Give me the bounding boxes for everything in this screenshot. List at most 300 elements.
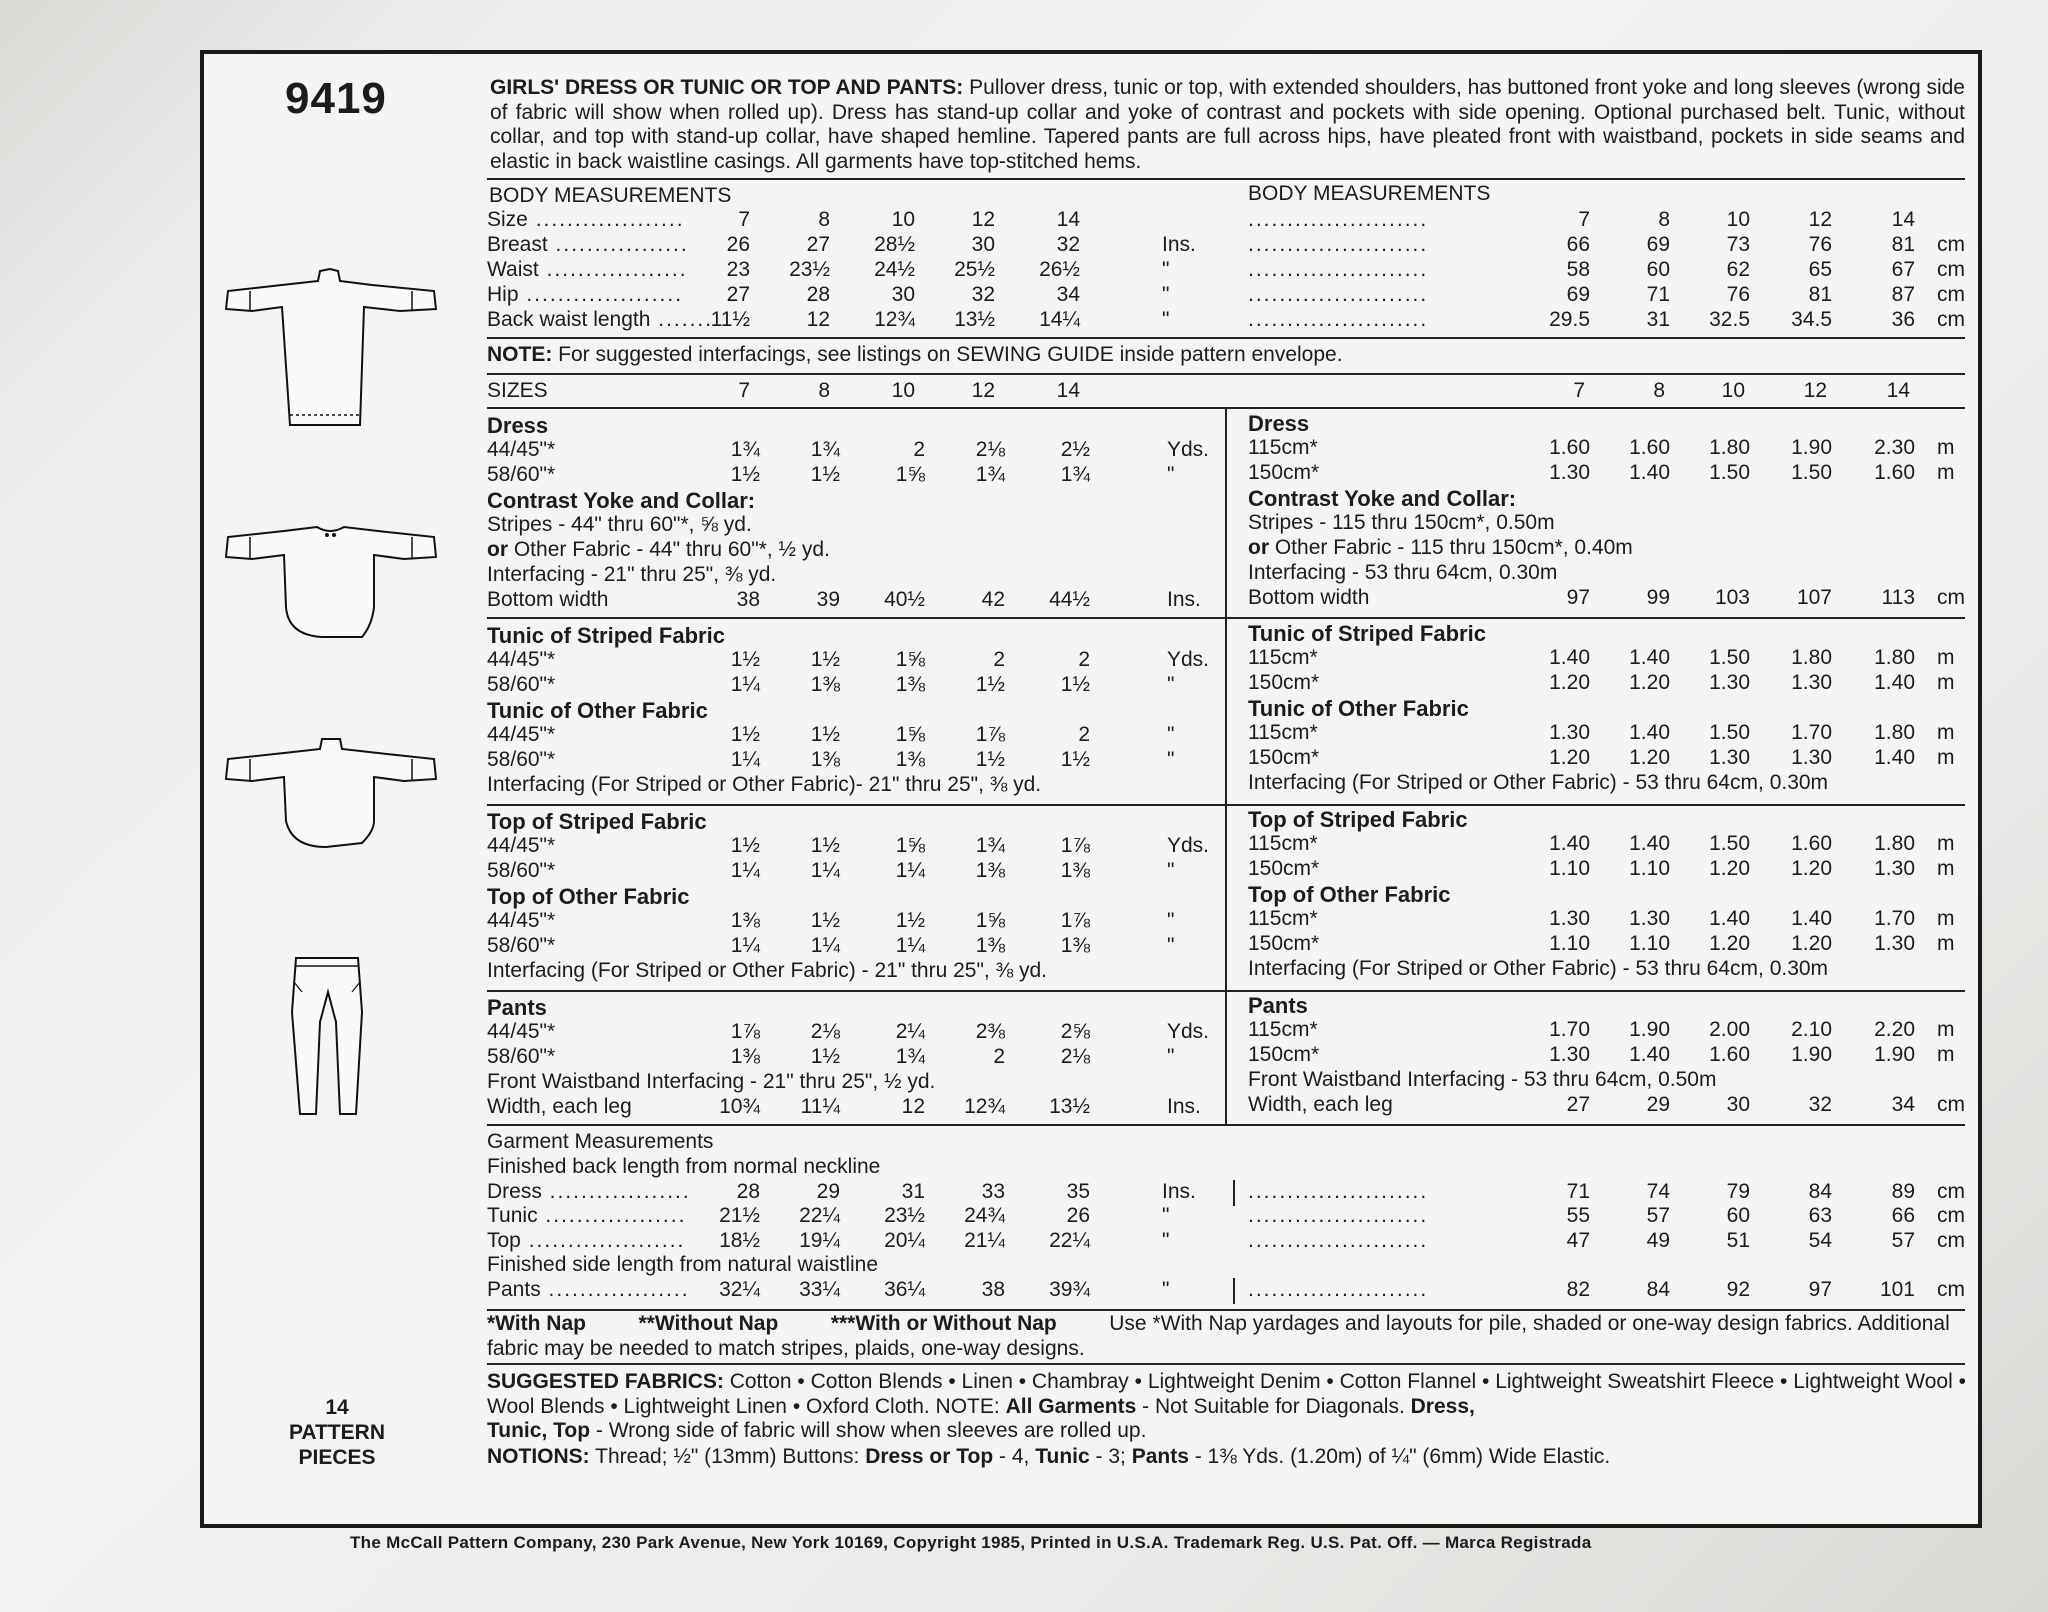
yardage-value-metric: 1.40 <box>1709 907 1750 930</box>
line-text: Width, each leg <box>1248 1093 1393 1116</box>
garment-value-cm: 51 <box>1726 1229 1750 1252</box>
measurement-value-in: 30 <box>891 283 915 306</box>
yardage-line-label-metric <box>1248 671 1319 695</box>
garment-value-in: 24¾ <box>964 1204 1005 1227</box>
measurement-value-cm: 29.5 <box>1549 308 1590 331</box>
yardage-value-metric: 1.30 <box>1549 1043 1590 1066</box>
yardage-value-metric: 1.30 <box>1791 746 1832 769</box>
leader-dots: ....................... <box>1248 1229 1429 1252</box>
yardage-value: 1⅞ <box>975 723 1005 746</box>
garment-value-cm: 47 <box>1566 1229 1590 1252</box>
garment-side-length-label: Finished side length from natural waistline <box>487 1253 879 1276</box>
yardage-value: 1½ <box>810 723 840 746</box>
yardage-value-unit: " <box>1167 909 1175 932</box>
size-header-metric: 12 <box>1803 379 1827 402</box>
yardage-value-metric: 1.10 <box>1549 857 1590 880</box>
yardage-value: 2½ <box>1060 438 1090 461</box>
line-text: 115cm* <box>1248 907 1318 930</box>
yardage-value-metric: 1.40 <box>1629 646 1670 669</box>
line-text: Interfacing (For Striped or Other Fabric)- 21" thru 25", ⅜ yd. <box>487 773 1042 796</box>
yardage-value: 2⅛ <box>810 1020 840 1043</box>
yardage-value-metric: 1.50 <box>1709 721 1750 744</box>
measurement-value-in: 23½ <box>789 258 830 281</box>
description-body: Pullover dress, tunic or top, with extended shoulders, has buttoned front yoke and long sleeves (wrong side of fabric will show when rolled up). Dress has stand-up collar and yoke of contrast and pockets with side opening. Optional purchased belt. Tunic, without collar, and top with stand-up collar, have shaped hemline. Tapered pants are full across hips, have pleated front with waistband, pockets in side seams and elastic in back waistline casings. All garments have top-stitched hems. <box>490 76 1965 173</box>
size-header: 14 <box>1056 379 1080 402</box>
nap-key: *With Nap **Without Nap ***With or Without Nap Use *With Nap yardages and layouts for pile, shaded or one-way design fabrics. Additional fabric may be needed to match stripes, plaids, one-way designs. <box>487 1312 1950 1360</box>
leader-dots: ....................... <box>1248 283 1429 306</box>
size-header-metric: 7 <box>1573 379 1585 402</box>
line-text: 58/60"* <box>487 673 556 696</box>
garment-value-cm: 101 <box>1879 1278 1915 1301</box>
yardage-value-metric: 1.30 <box>1709 746 1750 769</box>
dress-sketch <box>222 265 442 430</box>
yardage-value: 1⅝ <box>895 723 925 746</box>
yardage-value-metric: 1.20 <box>1791 857 1832 880</box>
yardage-value-metric: 1.40 <box>1874 671 1915 694</box>
line-text: 115cm* <box>1248 436 1318 459</box>
yardage-value: 1⅝ <box>975 909 1005 932</box>
garment-value-in-unit: " <box>1162 1278 1170 1301</box>
yardage-value-metric: 2.00 <box>1709 1018 1750 1041</box>
yardage-value: 2⅜ <box>975 1020 1005 1043</box>
garment-value-in: 18½ <box>719 1229 760 1252</box>
yardage-value-metric: 1.30 <box>1549 721 1590 744</box>
yardage-value-metric: 1.60 <box>1709 1043 1750 1066</box>
garment-heading-metric: Dress <box>1248 411 1310 436</box>
size-header: 12 <box>971 379 995 402</box>
measurement-value-in: 11½ <box>710 308 750 331</box>
line-text: 115cm* <box>1248 832 1318 855</box>
leader-dots: ....................... <box>1248 308 1429 331</box>
garment-name: Top <box>487 1229 521 1252</box>
yardage-line-label <box>487 934 555 958</box>
garment-value-cm: 84 <box>1646 1278 1670 1301</box>
yardage-line-label <box>487 1070 935 1094</box>
yardage-value: 1½ <box>730 648 760 671</box>
garment-value-cm: 60 <box>1726 1204 1750 1227</box>
leader-dots: ................... <box>527 208 685 231</box>
garment-value-in: 31 <box>901 1180 925 1203</box>
yardage-value-metric: 2.20 <box>1874 1018 1915 1041</box>
garment-heading-metric: Tunic of Striped Fabric <box>1248 621 1486 646</box>
measurement-value-cm-unit: cm <box>1937 258 1965 281</box>
yardage-value-metric: 34 <box>1891 1093 1915 1116</box>
measurement-value-in: 27 <box>726 283 750 306</box>
garment-heading: Top of Striped Fabric <box>487 809 707 834</box>
yardage-value-unit: " <box>1167 723 1175 746</box>
leader-dots: ....................... <box>1248 208 1429 231</box>
line-text: Interfacing (For Striped or Other Fabric) - 21" thru 25", ⅜ yd. <box>487 959 1047 982</box>
garment-value-in: 35 <box>1066 1180 1090 1203</box>
yardage-value: 1⅞ <box>730 1020 760 1043</box>
pattern-number: 9419 <box>285 74 387 123</box>
measurement-value-in: 34 <box>1056 283 1080 306</box>
yardage-line-label <box>487 438 555 462</box>
yardage-line-label-metric <box>1248 746 1319 770</box>
yardage-value: 2¼ <box>895 1020 925 1043</box>
yardage-value-metric: 1.80 <box>1709 436 1750 459</box>
yardage-value-metric-unit: m <box>1937 721 1955 744</box>
measurement-value-cm: 12 <box>1808 208 1832 231</box>
yardage-line-label-metric <box>1248 771 1828 795</box>
yardage-value-metric: 1.30 <box>1874 932 1915 955</box>
top-sketch <box>222 735 442 850</box>
yardage-value-metric: 1.90 <box>1874 1043 1915 1066</box>
yardage-value: 39 <box>816 588 840 611</box>
garment-value-cm: 57 <box>1891 1229 1915 1252</box>
line-text: Other Fabric - 44" thru 60"*, ½ yd. <box>513 538 830 561</box>
garment-value-cm: 89 <box>1891 1180 1915 1203</box>
line-text: Interfacing (For Striped or Other Fabric) - 53 thru 64cm, 0.30m <box>1248 771 1829 794</box>
measurement-label <box>487 233 689 257</box>
line-text: 115cm* <box>1248 1018 1318 1041</box>
line-text: 150cm* <box>1248 461 1320 484</box>
yardage-value: 38 <box>736 588 760 611</box>
line-text: Interfacing - 21" thru 25", ⅜ yd. <box>487 563 777 586</box>
line-text: 150cm* <box>1248 1043 1320 1066</box>
yardage-value: 1½ <box>810 909 840 932</box>
yardage-value-metric: 29 <box>1646 1093 1670 1116</box>
yardage-value-metric: 1.30 <box>1709 671 1750 694</box>
yardage-value: 1½ <box>1060 748 1090 771</box>
measurement-name: Waist <box>487 258 539 281</box>
yardage-value-unit: Yds. <box>1167 1020 1210 1043</box>
garment-value-in: 22¼ <box>1049 1229 1090 1252</box>
yardage-line-label-metric <box>1248 1018 1318 1042</box>
leader-dots: .................... <box>520 1229 686 1252</box>
garment-value-in: 39¾ <box>1049 1278 1090 1301</box>
leader-dots: .................... <box>518 283 684 306</box>
line-text: 44/45"* <box>487 648 556 671</box>
yardage-value: 12¾ <box>964 1095 1005 1118</box>
measurement-value-cm: 76 <box>1808 233 1832 256</box>
garment-value-in-unit: Ins. <box>1162 1180 1196 1203</box>
line-text: Front Waistband Interfacing - 53 thru 64cm, 0.50m <box>1248 1068 1717 1091</box>
yardage-line-label-metric <box>1248 561 1557 585</box>
yardage-value: 1⅜ <box>895 673 925 696</box>
line-text: 44/45"* <box>487 909 556 932</box>
line-text: Interfacing - 53 thru 64cm, 0.30m <box>1248 561 1558 584</box>
yardage-value: 2 <box>993 1045 1005 1068</box>
garment-heading: Tunic of Other Fabric <box>487 698 708 723</box>
garment-heading: Dress <box>487 413 549 438</box>
yardage-value: 2⅛ <box>975 438 1005 461</box>
yardage-value-metric: 1.90 <box>1791 1043 1832 1066</box>
measurement-value-in: 32 <box>971 283 995 306</box>
yardage-value-metric: 1.30 <box>1791 671 1832 694</box>
garment-value-cm: 74 <box>1646 1180 1670 1203</box>
yardage-value: 1½ <box>810 834 840 857</box>
garment-back-length-label: Finished back length from normal neckline <box>487 1155 881 1178</box>
leader-dots: .................. <box>541 1180 691 1203</box>
measurement-value-cm: 76 <box>1726 283 1750 306</box>
garment-value-cm-unit: cm <box>1937 1180 1965 1203</box>
leader-dots: ....................... <box>1248 258 1429 281</box>
yardage-value-unit: " <box>1167 934 1175 957</box>
measurement-value-cm: 65 <box>1808 258 1832 281</box>
publisher-footer: The McCall Pattern Company, 230 Park Avenue, New York 10169, Copyright 1985, Printed in U.S.A. Trademark Reg. U.S. Pat. Off. — Marca Registrada <box>350 1533 1592 1552</box>
yardage-value-metric: 1.20 <box>1709 857 1750 880</box>
tunic-sketch <box>222 515 442 640</box>
measurement-value-in: 12¾ <box>874 308 915 331</box>
yardage-line-label-metric <box>1248 721 1318 745</box>
line-text: 44/45"* <box>487 723 556 746</box>
yardage-value-metric: 1.60 <box>1874 461 1915 484</box>
suggested-fabrics: SUGGESTED FABRICS: Cotton • Cotton Blends • Linen • Chambray • Lightweight Denim • Cotton Flannel • Lightweight Sweatshirt Fleece • Lightweight Wool • Wool Blends • Lightweight Linen • Oxford Cloth. NOTE: All Garments - Not Suitable for Diagonals. Dress, Tunic, Top - Wrong side of fabric will show when sleeves are rolled up. <box>487 1370 1966 1442</box>
line-text: 58/60"* <box>487 463 556 486</box>
yardage-line-label <box>487 1095 632 1119</box>
garment-value-cm: 97 <box>1808 1278 1832 1301</box>
yardage-value-metric-unit: m <box>1937 857 1955 880</box>
yardage-value-metric: 1.10 <box>1549 932 1590 955</box>
description-title: GIRLS' DRESS OR TUNIC OR TOP AND PANTS: <box>490 76 964 99</box>
measurement-value-cm: 14 <box>1891 208 1915 231</box>
measurement-value-cm: 73 <box>1726 233 1750 256</box>
yardage-value-metric: 1.40 <box>1791 907 1832 930</box>
yardage-line-label-metric <box>1248 832 1318 856</box>
yardage-line-label <box>487 909 555 933</box>
yardage-value-metric: 1.80 <box>1874 721 1915 744</box>
garment-value-in: 21½ <box>719 1204 760 1227</box>
measurement-value-cm: 10 <box>1726 208 1750 231</box>
yardage-value-unit: " <box>1167 463 1175 486</box>
measurement-value-in: 27 <box>806 233 830 256</box>
yardage-value-metric: 1.30 <box>1549 907 1590 930</box>
yardage-line-label <box>487 588 608 612</box>
yardage-value-metric-unit: m <box>1937 671 1955 694</box>
yardage-value: 1¾ <box>895 1045 925 1068</box>
yardage-value: 1½ <box>810 1045 840 1068</box>
garment-value-cm: 79 <box>1726 1180 1750 1203</box>
garment-heading-metric: Pants <box>1248 993 1308 1018</box>
size-header-metric: 8 <box>1653 379 1665 402</box>
yardage-line-label-metric <box>1248 857 1319 881</box>
yardage-value-metric: 1.90 <box>1629 1018 1670 1041</box>
yardage-value-metric: 1.80 <box>1874 646 1915 669</box>
yardage-value-metric: 1.40 <box>1629 1043 1670 1066</box>
yardage-value-metric: 1.50 <box>1709 461 1750 484</box>
yardage-value-metric-unit: m <box>1937 832 1955 855</box>
measurement-value-in: 28 <box>806 283 830 306</box>
yardage-value: 44½ <box>1049 588 1090 611</box>
yardage-line-label-metric <box>1248 1043 1319 1067</box>
yardage-value-metric: 99 <box>1646 586 1670 609</box>
leader-dots: ....................... <box>1248 1180 1429 1203</box>
yardage-value: 2 <box>1078 723 1090 746</box>
yardage-value-metric: 1.20 <box>1791 932 1832 955</box>
yardage-value: 1½ <box>975 748 1005 771</box>
garment-value-cm: 84 <box>1808 1180 1832 1203</box>
measurement-value-cm: 7 <box>1578 208 1590 231</box>
garment-value-cm-unit: cm <box>1937 1278 1965 1301</box>
measurement-value-in: 8 <box>818 208 830 231</box>
yardage-line-label <box>487 859 555 883</box>
yardage-value-metric: 103 <box>1714 586 1750 609</box>
yardage-value: 12 <box>901 1095 925 1118</box>
garment-value-cm: 57 <box>1646 1204 1670 1227</box>
measurement-value-cm: 81 <box>1891 233 1915 256</box>
yardage-value: 1⅞ <box>1060 834 1090 857</box>
line-text: Stripes - 44" thru 60"*, ⅝ yd. <box>487 513 752 536</box>
yardage-value: 1⅜ <box>975 859 1005 882</box>
yardage-value-metric-unit: cm <box>1937 586 1965 609</box>
yardage-value: 2 <box>913 438 925 461</box>
garment-value-in: 33¼ <box>799 1278 840 1301</box>
yardage-line-label-metric <box>1248 436 1318 460</box>
yardage-value: 1⅜ <box>1060 859 1090 882</box>
yardage-value-metric-unit: m <box>1937 461 1955 484</box>
leader-dots: .................. <box>538 258 688 281</box>
yardage-value: 1⅜ <box>810 673 840 696</box>
garment-value-in-unit: " <box>1162 1204 1170 1227</box>
body-measurements-heading: BODY MEASUREMENTS <box>489 184 732 207</box>
yardage-value-metric: 1.70 <box>1549 1018 1590 1041</box>
garment-heading: Top of Other Fabric <box>487 884 690 909</box>
garment-value-cm: 63 <box>1808 1204 1832 1227</box>
yardage-value: 1⅜ <box>975 934 1005 957</box>
yardage-value-metric: 27 <box>1566 1093 1590 1116</box>
yardage-value: 11¼ <box>800 1095 840 1118</box>
yardage-value-metric: 1.80 <box>1791 646 1832 669</box>
yardage-line-label-metric <box>1248 1093 1393 1117</box>
measurement-name: Hip <box>487 283 519 306</box>
yardage-value: 1¾ <box>975 463 1005 486</box>
measurement-value-in: 12 <box>971 208 995 231</box>
garment-value-in: 20¼ <box>884 1229 925 1252</box>
measurement-value-cm: 62 <box>1726 258 1750 281</box>
measurement-value-in: 30 <box>971 233 995 256</box>
garment-measurements-heading: Garment Measurements <box>487 1130 714 1153</box>
line-text: 150cm* <box>1248 746 1320 769</box>
yardage-value: 2⅛ <box>1060 1045 1090 1068</box>
yardage-line-label <box>487 563 776 587</box>
yardage-value-metric-unit: cm <box>1937 1093 1965 1116</box>
yardage-value-metric: 1.40 <box>1629 832 1670 855</box>
line-text: 58/60"* <box>487 1045 556 1068</box>
yardage-line-label <box>487 723 555 747</box>
yardage-value-metric: 1.40 <box>1629 461 1670 484</box>
leader-dots: .................. <box>537 1204 687 1227</box>
pattern-pieces-count: 14 PATTERN PIECES <box>288 1396 386 1469</box>
yardage-value: 1⅞ <box>1060 909 1090 932</box>
size-header: 10 <box>891 379 915 402</box>
yardage-value-metric-unit: m <box>1937 1043 1955 1066</box>
yardage-value-metric: 1.60 <box>1629 436 1670 459</box>
yardage-value-metric: 1.40 <box>1629 721 1670 744</box>
yardage-value: 40½ <box>884 588 925 611</box>
yardage-value-metric: 1.50 <box>1709 832 1750 855</box>
yardage-value: 1½ <box>895 909 925 932</box>
yardage-value: 2 <box>993 648 1005 671</box>
garment-measure-label <box>487 1180 691 1204</box>
yardage-line-label <box>487 959 1047 983</box>
yardage-value: 1¼ <box>730 673 760 696</box>
measurement-name: Size <box>487 208 528 231</box>
line-text: Bottom width <box>1248 586 1370 609</box>
line-text: 150cm* <box>1248 857 1320 880</box>
yardage-value-metric: 1.20 <box>1629 671 1670 694</box>
yardage-value-metric: 1.20 <box>1549 671 1590 694</box>
yardage-value-metric: 2.30 <box>1874 436 1915 459</box>
yardage-line-label <box>487 773 1041 797</box>
line-text: 44/45"* <box>487 1020 556 1043</box>
yardage-value-metric: 1.40 <box>1549 646 1590 669</box>
leader-dots: ....................... <box>1248 233 1429 256</box>
measurement-value-in: 26½ <box>1039 258 1080 281</box>
measurement-value-in: 26 <box>726 233 750 256</box>
yardage-value-metric: 1.60 <box>1549 436 1590 459</box>
garment-subheading-metric: Contrast Yoke and Collar: <box>1248 486 1517 511</box>
yardage-line-label-metric <box>1248 646 1318 670</box>
yardage-line-label-metric <box>1248 586 1369 610</box>
measurement-value-in: 14¼ <box>1039 308 1080 331</box>
yardage-line-label <box>487 513 752 537</box>
yardage-value: 1⅜ <box>730 909 760 932</box>
line-text: 58/60"* <box>487 748 556 771</box>
measurement-value-cm-unit: cm <box>1937 308 1965 331</box>
yardage-value-metric: 30 <box>1726 1093 1750 1116</box>
interfacing-note: NOTE: For suggested interfacings, see listings on SEWING GUIDE inside pattern envelope. <box>487 343 1343 366</box>
yardage-value: 13½ <box>1049 1095 1090 1118</box>
yardage-line-label <box>487 834 555 858</box>
measurement-value-cm: 66 <box>1566 233 1590 256</box>
yardage-line-label-metric <box>1248 1068 1716 1092</box>
garment-heading-metric: Top of Other Fabric <box>1248 882 1451 907</box>
yardage-value-unit: Yds. <box>1167 648 1210 671</box>
garment-subheading: Contrast Yoke and Collar: <box>487 488 756 513</box>
yardage-value-metric-unit: m <box>1937 646 1955 669</box>
yardage-value: 2⅝ <box>1060 1020 1090 1043</box>
yardage-line-label-metric <box>1248 932 1319 956</box>
yardage-value: 2 <box>1078 648 1090 671</box>
measurement-value-in: 10 <box>891 208 915 231</box>
pants-sketch <box>288 952 368 1122</box>
garment-measure-label <box>487 1278 690 1302</box>
measurement-value-in: 14 <box>1056 208 1080 231</box>
emphasis: or <box>487 538 514 561</box>
yardage-value: 42 <box>981 588 1005 611</box>
garment-value-cm: 82 <box>1566 1278 1590 1301</box>
yardage-value-metric: 1.20 <box>1709 932 1750 955</box>
garment-value-cm: 92 <box>1726 1278 1750 1301</box>
garment-heading-metric: Top of Striped Fabric <box>1248 807 1468 832</box>
garment-value-cm: 71 <box>1566 1180 1590 1203</box>
yardage-value-metric: 1.30 <box>1549 461 1590 484</box>
measurement-label <box>487 208 685 232</box>
leader-dots: .................. <box>540 1278 690 1301</box>
yardage-value-metric-unit: m <box>1937 907 1955 930</box>
yardage-value: 1¾ <box>975 834 1005 857</box>
garment-value-in: 29 <box>816 1180 840 1203</box>
line-text: 150cm* <box>1248 671 1320 694</box>
measurement-value-cm: 69 <box>1646 233 1670 256</box>
leader-dots: ....................... <box>1248 1204 1429 1227</box>
measurement-value-in-unit: " <box>1162 308 1170 331</box>
line-text: 44/45"* <box>487 834 556 857</box>
rule <box>487 1309 1965 1311</box>
yardage-line-label-metric <box>1248 511 1555 535</box>
yardage-line-label <box>487 648 555 672</box>
measurement-value-cm-unit: cm <box>1937 233 1965 256</box>
line-text: Bottom width <box>487 588 609 611</box>
yardage-value-metric: 1.10 <box>1629 857 1670 880</box>
yardage-value: 1¼ <box>895 859 925 882</box>
yardage-value: 1½ <box>810 648 840 671</box>
measurement-value-in-unit: Ins. <box>1162 233 1196 256</box>
garment-value-in: 26 <box>1066 1204 1090 1227</box>
garment-name: Tunic <box>487 1204 538 1227</box>
yardage-line-label <box>487 538 830 562</box>
